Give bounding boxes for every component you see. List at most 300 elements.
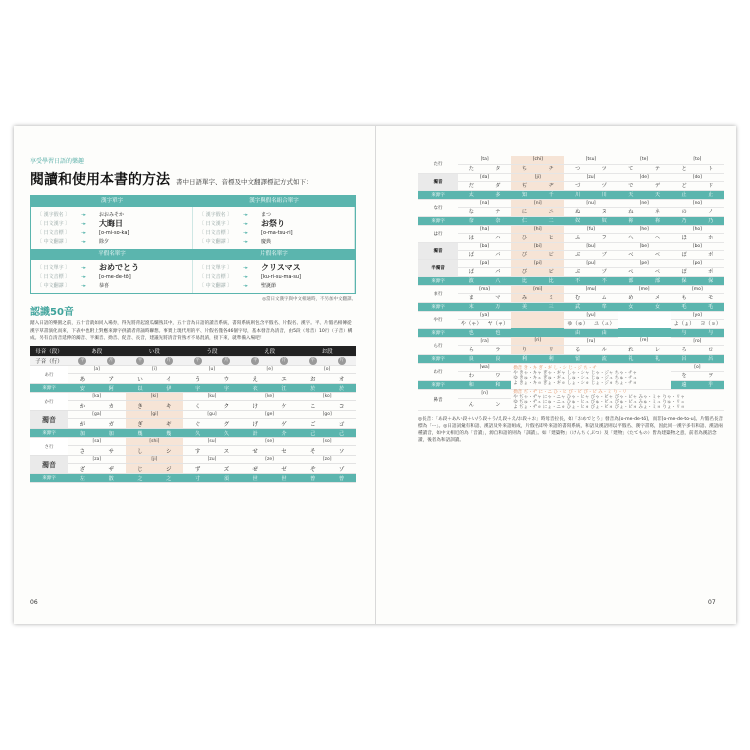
kana-cell: ゲ (270, 419, 299, 429)
legend-value: クリスマス (261, 263, 301, 272)
legend-row (37, 272, 186, 281)
kana-cell: び (511, 250, 538, 259)
legend-row (37, 263, 186, 272)
kanji-cell: 須 (212, 474, 241, 483)
kana-cell: ケ (270, 401, 299, 411)
kana-cell: タ (485, 164, 512, 173)
kanji-cell: 武 (564, 302, 591, 311)
kanji-cell (538, 328, 565, 337)
kanji-cell: 宇 (183, 384, 212, 393)
kanji-cell: 幾 (154, 429, 183, 438)
kanji-cell: 乃 (697, 216, 724, 225)
kanji-cell: 三 (538, 302, 565, 311)
kanji-row (418, 302, 724, 311)
legend-grid (31, 196, 355, 293)
youon-block-bottom (511, 389, 724, 410)
kanji-cell: 和 (458, 380, 485, 389)
kanji-cell: 伊 (154, 384, 183, 393)
kana-type-badge: 片 (166, 358, 172, 363)
kana-cell: は (458, 233, 485, 242)
kanji-cell: 不 (591, 276, 618, 285)
kanji-cell: 毛 (671, 302, 698, 311)
legend-tag: 〔 中文翻譯 〕 (37, 283, 71, 289)
kana-cell: ツ (591, 164, 618, 173)
legend-row (37, 219, 186, 228)
kanji-cell: 以 (126, 384, 155, 393)
kanji-label: 來源字 (418, 302, 458, 311)
roman-cell: [ra] (458, 337, 511, 345)
kanji-cell: 知 (511, 190, 538, 199)
kanji-cell: 寸 (183, 474, 212, 483)
legend-tag: 〔 漢字假名 〕 (199, 212, 233, 218)
kana-type-cell (212, 357, 241, 366)
legend-tag: 〔 日文音標 〕 (199, 274, 233, 280)
roman-row (418, 337, 724, 345)
legend-tag: 〔 日文漢字 〕 (37, 221, 71, 227)
legend-value: [o-mi-so-ka] (99, 229, 130, 236)
page-number-right: 07 (708, 599, 716, 606)
roman-cell: [ko] (298, 393, 356, 401)
kana-cell: え (241, 374, 270, 384)
kana-cell: セ (270, 446, 299, 456)
kanji-cell: 仁 (511, 216, 538, 225)
roman-cell: [ga] (68, 411, 126, 419)
legend-value: おめでとう (99, 263, 139, 272)
roman-cell: [pe] (618, 259, 671, 267)
legend-tag: 〔 日文音標 〕 (37, 230, 71, 236)
legend-card-head: 漢字與假名組合單字 (193, 196, 355, 207)
kanji-row (30, 429, 356, 438)
legend-arrow-icon: ‐‐‐▸ (81, 229, 85, 236)
kana-row (418, 181, 724, 190)
legend-tag: 〔 日文音標 〕 (199, 230, 233, 236)
row-label: 濁音 (418, 173, 458, 190)
kana-cell: た (458, 164, 485, 173)
roman-cell: [yu] (564, 311, 617, 319)
kanji-row (418, 276, 724, 285)
kana-cell: ウ (212, 374, 241, 384)
kana-type-badge: 片 (339, 358, 344, 363)
kanji-cell: 己 (298, 429, 327, 438)
legend-row (199, 281, 348, 290)
roman-row (30, 438, 356, 446)
kana-row (418, 207, 724, 216)
roman-cell: [ku] (183, 393, 241, 401)
kanji-cell: 宇 (212, 384, 241, 393)
row-label: 濁音 (30, 411, 68, 429)
kana-cell: も (671, 293, 698, 302)
legend-card (30, 195, 356, 294)
kana-cell: ホ (697, 233, 724, 242)
kana-cell: を (671, 371, 698, 380)
kana-type-badge: 平 (137, 358, 143, 363)
row-label: 濁音 (418, 242, 458, 259)
kana-cell: ニ (538, 207, 565, 216)
kana-cell (618, 319, 645, 328)
roman-cell: [be] (618, 242, 671, 250)
kana-cell: ふ (564, 233, 591, 242)
title-row (30, 169, 356, 189)
kana-cell: る (564, 345, 591, 354)
kana-cell: ヲ (697, 371, 724, 380)
kana-cell: サ (97, 446, 126, 456)
kana-cell: ぞ (298, 464, 327, 474)
kanji-cell: 久 (212, 429, 241, 438)
kana-type-cell (68, 357, 97, 366)
kana-cell: チ (538, 164, 565, 173)
kana-row (418, 267, 724, 276)
roman-cell: [ni] (511, 199, 564, 207)
kana-table-left (30, 346, 356, 484)
row-label: さ行 (30, 438, 68, 456)
legend-tag: 〔 中文翻譯 〕 (199, 239, 233, 245)
kanji-label: 來源字 (30, 429, 68, 438)
roman-cell: [na] (458, 199, 511, 207)
kana-row (418, 164, 724, 173)
kana-cell: む (564, 293, 591, 302)
row-label: あ行 (30, 366, 68, 384)
kana-cell: ヤ（ャ） (485, 319, 512, 328)
roman-cell: [te] (618, 156, 671, 164)
kana-cell: シ (154, 446, 183, 456)
kana-cell: ど (671, 181, 698, 190)
kanji-cell: 保 (671, 276, 698, 285)
roman-cell: [me] (618, 285, 671, 293)
kana-cell: オ (327, 374, 356, 384)
youon-line: ゆ きゅ・キュ ぎゅ・ギュ しゅ・シュ じゅ・ジュ ちゅ・チュ (513, 376, 638, 381)
kanji-row (418, 190, 724, 199)
roman-cell: [o] (298, 366, 356, 374)
kana-cell: ヌ (591, 207, 618, 216)
roman-cell: [zu] (183, 456, 241, 464)
kicker: 享受學習日語的樂趣 (30, 158, 85, 165)
kanji-row (418, 216, 724, 225)
roman-row (30, 456, 356, 464)
kana-cell: ぺ (618, 267, 645, 276)
legend-arrow-icon: ‐‐‐▸ (243, 264, 247, 271)
kana-type-cell (241, 357, 270, 366)
kana-cell: ほ (671, 233, 698, 242)
kana-row (418, 293, 724, 302)
roman-cell: [yo] (671, 311, 724, 319)
legend-arrow-icon: ‐‐‐▸ (243, 238, 247, 245)
legend-card-body (193, 207, 355, 249)
kana-cell: け (241, 401, 270, 411)
kanji-cell: 計 (241, 429, 270, 438)
kanji-label: 來源字 (418, 354, 458, 363)
kana-cell: コ (327, 401, 356, 411)
youon-line: よ ぢょ・ヂョ にょ・ニョ ひょ・ヒョ びょ・ビョ ぴょ・ピョ みょ・ミョ りょ・リョ (513, 404, 685, 410)
legend-arrow-icon: ‐‐‐▸ (81, 264, 85, 271)
kana-cell: ゴ (327, 419, 356, 429)
kana-cell: ク (212, 401, 241, 411)
roman-cell: [n] (458, 389, 511, 399)
kana-cell: き (126, 401, 155, 411)
roman-cell: [wa] (458, 363, 511, 371)
dan-header: お段 (298, 346, 356, 357)
legend-arrow-icon: ‐‐‐▸ (243, 220, 247, 227)
kana-cell: ず (183, 464, 212, 474)
kana-row (418, 319, 724, 328)
kana-cell: ぢ (511, 181, 538, 190)
roman-cell: [gi] (126, 411, 184, 419)
youon-block-top (511, 363, 671, 389)
row-label: た行 (418, 156, 458, 173)
kanji-cell: 比 (538, 276, 565, 285)
legend-value: 大晦日 (99, 219, 123, 228)
kana-type-badge: 平 (195, 358, 200, 363)
kana-cell: ネ (644, 207, 671, 216)
kanji-cell: 世 (270, 474, 299, 483)
roman-cell: [se] (241, 438, 299, 446)
roman-row (418, 363, 724, 371)
roman-cell: [ta] (458, 156, 511, 164)
kana-type-cell (183, 357, 212, 366)
kana-cell: マ (485, 293, 512, 302)
kanji-row (30, 474, 356, 483)
roman-row (418, 156, 724, 164)
kana-cell: ノ (697, 207, 724, 216)
kanji-cell: 天 (618, 190, 645, 199)
book-gutter (375, 126, 376, 624)
roman-cell: [bu] (564, 242, 617, 250)
legend-arrow-icon: ‐‐‐▸ (243, 211, 247, 218)
roman-cell: [ge] (241, 411, 299, 419)
roman-cell: [a] (68, 366, 126, 374)
roman-cell: [hi] (511, 225, 564, 233)
kanji-cell: 八 (485, 276, 512, 285)
kana-cell: と (671, 164, 698, 173)
legend-arrow-icon: ‐‐‐▸ (81, 238, 85, 245)
legend-tag: 〔 日文音標 〕 (37, 274, 71, 280)
kana-cell: ガ (97, 419, 126, 429)
legend-value: 除夕 (99, 239, 110, 245)
kana-cell: ン (485, 399, 512, 410)
kana-type-badge: 片 (108, 358, 114, 363)
legend-tag: 〔 中文翻譯 〕 (37, 239, 71, 245)
page-number-left: 06 (30, 599, 38, 606)
legend-value: [o-me-de-tō] (99, 273, 131, 280)
legend-tag: 〔 日文單字 〕 (37, 265, 71, 271)
roman-cell: [pa] (458, 259, 511, 267)
roman-cell: [ya] (458, 311, 511, 319)
kanji-cell: 世 (241, 474, 270, 483)
kanji-cell: 散 (97, 474, 126, 483)
roman-cell: [tsu] (564, 156, 617, 164)
kana-cell: に (511, 207, 538, 216)
dan-header: え段 (241, 346, 299, 357)
roman-cell: [ji] (126, 456, 184, 464)
kanji-cell: 保 (697, 276, 724, 285)
kana-cell: イ (154, 374, 183, 384)
kana-cell: ス (212, 446, 241, 456)
kanji-cell: 良 (485, 354, 512, 363)
kanji-cell: 部 (644, 276, 671, 285)
kanji-cell: 毛 (697, 302, 724, 311)
kanji-cell: 安 (68, 384, 97, 393)
kana-cell: ぜ (241, 464, 270, 474)
youon-line: や きゃ・キャ ぎゃ・ギャ しゃ・シャ じゃ・ジャ ちゃ・チャ (513, 371, 638, 376)
kanji-cell: 万 (485, 302, 512, 311)
kanji-cell: 加 (68, 429, 97, 438)
roman-cell: [bo] (671, 242, 724, 250)
kanji-cell: 比 (511, 276, 538, 285)
kanji-cell: 止 (697, 190, 724, 199)
kana-cell: し (126, 446, 155, 456)
kana-cell: よ（ょ） (671, 319, 698, 328)
kana-cell: お (298, 374, 327, 384)
kanji-cell: 利 (511, 354, 538, 363)
kanji-row (418, 328, 724, 337)
roman-cell: [he] (618, 225, 671, 233)
kanji-cell: 江 (270, 384, 299, 393)
kana-cell: ソ (327, 446, 356, 456)
kana-cell: わ (458, 371, 485, 380)
kana-row (418, 250, 724, 259)
roman-row (418, 199, 724, 207)
kana-cell: ち (511, 164, 538, 173)
roman-cell: [fu] (564, 225, 617, 233)
kanji-label: 來源字 (30, 474, 68, 483)
roman-cell: [bi] (511, 242, 564, 250)
kana-cell: ボ (697, 250, 724, 259)
roman-row (418, 242, 724, 250)
kana-cell: て (618, 164, 645, 173)
kanji-cell: 奴 (564, 216, 591, 225)
roman-cell: [re] (618, 337, 671, 345)
legend-row (37, 228, 186, 237)
kana-cell: ダ (485, 181, 512, 190)
kana-cell: キ (154, 401, 183, 411)
row-header-label: 子音（行） (30, 357, 68, 366)
kana-cell: ろ (671, 345, 698, 354)
kana-cell: う (183, 374, 212, 384)
roman-cell: [go] (298, 411, 356, 419)
kana-cell: リ (538, 345, 565, 354)
kanji-row (30, 384, 356, 393)
section-title: 認識50音 (30, 307, 74, 318)
legend-value: [o-ma-tsu-ri] (261, 229, 293, 236)
roman-cell: [chi] (511, 156, 564, 164)
roman-row (30, 411, 356, 419)
kanji-label: 來源字 (418, 328, 458, 337)
kana-cell: ム (591, 293, 618, 302)
kana-row (30, 401, 356, 411)
roman-cell: [sa] (68, 438, 126, 446)
kana-cell: カ (97, 401, 126, 411)
kana-cell: か (68, 401, 97, 411)
roman-cell: [ka] (68, 393, 126, 401)
kana-cell: ビ (538, 250, 565, 259)
kana-cell: ギ (154, 419, 183, 429)
kanji-row (418, 354, 724, 363)
kana-cell: ゆ（ゅ） (564, 319, 591, 328)
kanji-cell: 女 (644, 302, 671, 311)
kana-cell: ラ (485, 345, 512, 354)
legend-tag: 〔 漢字假名 〕 (37, 212, 71, 218)
kana-cell: ん (458, 399, 485, 410)
kanji-cell: 利 (538, 354, 565, 363)
roman-cell: [de] (618, 173, 671, 181)
kana-cell: べ (618, 250, 645, 259)
kanji-cell: 太 (458, 190, 485, 199)
kana-cell: ポ (697, 267, 724, 276)
roman-cell: [ji] (511, 173, 564, 181)
roman-cell: [e] (241, 366, 299, 374)
kana-type-badge: 平 (80, 358, 85, 363)
roman-cell: [i] (126, 366, 184, 374)
kanji-cell: 曾 (327, 474, 356, 483)
kana-cell: ア (97, 374, 126, 384)
right-page (418, 156, 724, 444)
youon-line: ゆ ぢゅ・ヂュ にゅ・ニュ ひゅ・ヒュ びゅ・ビュ ぴゅ・ピュ みゅ・ミュ りゅ・リュ (513, 399, 685, 405)
legend-row (199, 263, 348, 272)
kana-cell: や（ゃ） (458, 319, 485, 328)
roman-cell: [shi] (126, 438, 184, 446)
kanji-cell: 礼 (644, 354, 671, 363)
kana-cell: ヒ (538, 233, 565, 242)
kanji-cell: 末 (458, 302, 485, 311)
legend-card-body (193, 260, 355, 293)
kana-cell: ヂ (538, 181, 565, 190)
kanji-cell: 牟 (591, 302, 618, 311)
roman-cell: [nu] (564, 199, 617, 207)
row-label: や行 (418, 311, 458, 328)
kana-cell: ミ (538, 293, 565, 302)
kana-cell: の (671, 207, 698, 216)
row-label: ら行 (418, 337, 458, 354)
legend-arrow-icon: ‐‐‐▸ (243, 273, 247, 280)
legend-value: 恭喜 (99, 283, 110, 289)
kana-cell: ジ (154, 464, 183, 474)
kana-cell: ド (697, 181, 724, 190)
kana-cell: げ (241, 419, 270, 429)
kana-cell: デ (644, 181, 671, 190)
kana-type-badge: 平 (310, 358, 316, 363)
roman-cell: [ri] (511, 337, 564, 345)
kana-cell: ぶ (564, 250, 591, 259)
kanji-cell: 祢 (644, 216, 671, 225)
kana-cell: ご (298, 419, 327, 429)
kana-cell: ブ (591, 250, 618, 259)
kana-cell: モ (697, 293, 724, 302)
legend-row (37, 237, 186, 246)
kana-cell: ぬ (564, 207, 591, 216)
kanji-cell: 奈 (458, 216, 485, 225)
roman-cell: [pu] (564, 259, 617, 267)
footnote: ◎長音：「あ段＋あ/い段＋い/う段＋う/え段＋え/お段＋お」時母音拉長，如「おめでとう」發音為[o-me-de-tō]，而非[o-me-de-to-u]。片假名長音標為「ー」。◎日語詞彙有和語、漢語及外來語組成，片假名即外來語的書寫系統，和語及漢語則以平假名、漢字書寫，因此同一漢字多有和語、漢語兩種讀音，如中文相近的為「音讀」，源自和語的則為「訓讀」。如「建築物」（けんちくぶつ）及「建物」（たてもの）皆為建築物之意，前者為漢語念讀，後者為和語訓讀。 (418, 416, 724, 443)
kana-cell: ベ (644, 250, 671, 259)
roman-cell: [o] (671, 363, 724, 371)
kana-cell: ぷ (564, 267, 591, 276)
kana-cell: ペ (644, 267, 671, 276)
kana-cell: ぼ (671, 250, 698, 259)
legend-row (37, 281, 186, 290)
roman-cell (618, 311, 671, 319)
roman-cell: [da] (458, 173, 511, 181)
kana-row (418, 233, 724, 242)
kanji-cell: 川 (564, 190, 591, 199)
kanji-cell: 不 (564, 276, 591, 285)
roman-row (418, 259, 724, 267)
roman-cell: [zu] (564, 173, 617, 181)
kana-cell: こ (298, 401, 327, 411)
legend-row (199, 219, 348, 228)
kanji-cell: 於 (327, 384, 356, 393)
kana-type-badge: 片 (281, 358, 287, 363)
kana-cell: ピ (538, 267, 565, 276)
kana-type-cell (270, 357, 299, 366)
